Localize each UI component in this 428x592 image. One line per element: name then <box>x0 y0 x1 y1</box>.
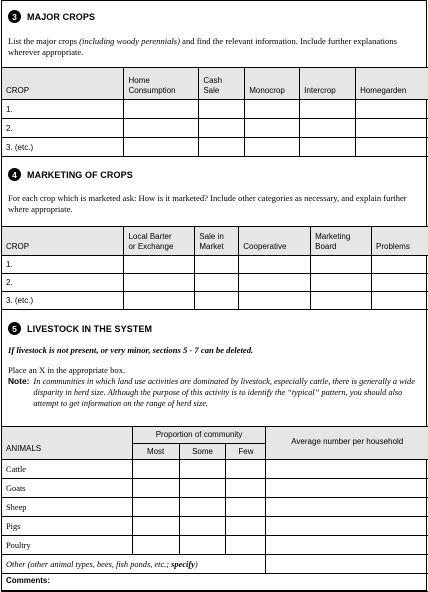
table-row <box>2 256 428 274</box>
note-block <box>8 376 426 409</box>
input-cell[interactable] <box>132 479 179 498</box>
input-cell[interactable] <box>179 460 226 479</box>
animal-label: Pigs <box>2 517 133 536</box>
input-cell[interactable] <box>195 292 239 310</box>
table-row <box>2 555 428 574</box>
input-cell[interactable] <box>356 119 428 138</box>
section-title: MARKETING OF CROPS <box>27 169 133 180</box>
input-cell[interactable] <box>300 100 356 119</box>
input-cell[interactable] <box>245 119 300 138</box>
other-prefix: Other (other animal types, bees, fish ponds, etc.; <box>6 559 172 569</box>
input-cell[interactable] <box>132 460 179 479</box>
row-label: 2. <box>2 119 124 138</box>
input-cell[interactable] <box>179 536 226 555</box>
column-header: Most <box>132 444 179 460</box>
input-cell[interactable] <box>356 138 428 157</box>
input-cell[interactable] <box>245 100 300 119</box>
other-animals-label <box>2 555 266 574</box>
table-header-row <box>2 227 428 256</box>
input-cell[interactable] <box>300 119 356 138</box>
input-cell[interactable] <box>266 536 428 555</box>
input-cell[interactable] <box>226 460 266 479</box>
input-cell[interactable] <box>311 274 372 292</box>
form-page <box>1 0 427 591</box>
column-header: Marketing Board <box>311 227 372 256</box>
input-cell[interactable] <box>226 479 266 498</box>
column-header: Cash Sale <box>199 68 245 100</box>
input-cell[interactable] <box>124 119 199 138</box>
row-label: 3. (etc.) <box>2 292 124 310</box>
table-header-row <box>2 68 428 100</box>
section-5-header <box>8 322 152 335</box>
animal-label: Goats <box>2 479 133 498</box>
table-row <box>2 138 428 157</box>
note-label: Note: <box>8 376 30 386</box>
input-cell[interactable] <box>124 256 195 274</box>
animals-header: ANIMALS <box>2 427 133 460</box>
input-cell[interactable] <box>179 498 226 517</box>
input-cell[interactable] <box>239 274 311 292</box>
input-cell[interactable] <box>124 100 199 119</box>
input-cell[interactable] <box>300 138 356 157</box>
column-header: Intercrop <box>300 68 356 100</box>
table-header-row <box>2 427 428 444</box>
input-cell[interactable] <box>124 292 195 310</box>
input-cell[interactable] <box>372 256 428 274</box>
table-row <box>2 292 428 310</box>
proportion-header: Proportion of community <box>132 427 266 444</box>
average-header: Average number per household <box>266 427 428 460</box>
input-cell[interactable] <box>179 517 226 536</box>
input-cell[interactable] <box>372 292 428 310</box>
column-header: CROP <box>2 227 124 256</box>
input-cell[interactable] <box>226 536 266 555</box>
marketing-crops-table <box>1 226 428 310</box>
instruction-text: and find the relevant information. Include further explanations wherever appropriate. <box>8 36 397 57</box>
input-cell[interactable] <box>266 517 428 536</box>
column-header: Few <box>226 444 266 460</box>
input-cell[interactable] <box>266 498 428 517</box>
column-header: Homegarden <box>356 68 428 100</box>
row-label: 3. (etc.) <box>2 138 124 157</box>
column-header: CROP <box>2 68 124 100</box>
major-crops-table <box>1 67 428 157</box>
input-cell[interactable] <box>311 292 372 310</box>
input-cell[interactable] <box>124 274 195 292</box>
input-cell[interactable] <box>311 256 372 274</box>
section-number-badge: 3 <box>8 10 21 23</box>
table-row <box>2 460 428 479</box>
note-text: In communities in which land use activities are dominated by livestock, especially cattle, there is generally a wide disparity in herd size. Although the purpose of this activity is to identify the “typical” pattern, you should also attempt to get information on the range of herd size. <box>33 377 415 408</box>
comments-row <box>2 574 428 592</box>
row-label: 1. <box>2 256 124 274</box>
table-row <box>2 479 428 498</box>
row-label: 2. <box>2 274 124 292</box>
input-cell[interactable] <box>226 517 266 536</box>
table-row <box>2 536 428 555</box>
input-cell[interactable] <box>372 274 428 292</box>
section-3-instructions <box>8 36 426 58</box>
column-header: Some <box>179 444 226 460</box>
section-number-badge: 4 <box>8 168 21 181</box>
input-cell[interactable] <box>132 498 179 517</box>
input-cell[interactable] <box>132 517 179 536</box>
instruction-italic: (including woody perennials) <box>79 36 181 46</box>
placement-instruction: Place an X in the appropriate box. <box>8 365 126 375</box>
section-3-header <box>8 10 95 23</box>
table-row <box>2 274 428 292</box>
animal-label: Cattle <box>2 460 133 479</box>
input-cell[interactable] <box>356 100 428 119</box>
section-4-header <box>8 168 133 181</box>
livestock-table <box>1 426 428 592</box>
table-row <box>2 517 428 536</box>
input-cell[interactable] <box>266 555 428 574</box>
input-cell[interactable] <box>132 536 179 555</box>
animal-label: Poultry <box>2 536 133 555</box>
input-cell[interactable] <box>239 292 311 310</box>
input-cell[interactable] <box>199 100 245 119</box>
table-row <box>2 498 428 517</box>
section-title: LIVESTOCK IN THE SYSTEM <box>27 323 153 334</box>
table-row <box>2 100 428 119</box>
input-cell[interactable] <box>199 119 245 138</box>
column-header: Sale in Market <box>195 227 239 256</box>
section-title: MAJOR CROPS <box>27 11 96 22</box>
other-suffix: ) <box>194 559 198 569</box>
section-number-badge: 5 <box>8 322 21 335</box>
section-4-instructions: For each crop which is marketed ask: How is it marketed? Include other categories as necessary, and explain further where appropriate. <box>8 193 407 214</box>
input-cell[interactable] <box>195 274 239 292</box>
input-cell[interactable] <box>199 138 245 157</box>
input-cell[interactable] <box>226 498 266 517</box>
input-cell[interactable] <box>266 460 428 479</box>
column-header: Cooperative <box>239 227 311 256</box>
input-cell[interactable] <box>124 138 199 157</box>
row-label: 1. <box>2 100 124 119</box>
table-row <box>2 119 428 138</box>
comments-label[interactable]: Comments: <box>2 574 428 592</box>
column-header: Local Barter or Exchange <box>124 227 195 256</box>
input-cell[interactable] <box>195 256 239 274</box>
input-cell[interactable] <box>179 479 226 498</box>
input-cell[interactable] <box>266 479 428 498</box>
input-cell[interactable] <box>239 256 311 274</box>
other-specify: specify <box>171 559 195 569</box>
animal-label: Sheep <box>2 498 133 517</box>
input-cell[interactable] <box>245 138 300 157</box>
instruction-text: List the major crops <box>8 36 80 46</box>
column-header: Home Consumption <box>124 68 199 100</box>
column-header: Monocrop <box>245 68 300 100</box>
livestock-optional-note: If livestock is not present, or very minor, sections 5 - 7 can be deleted. <box>8 345 254 355</box>
column-header: Problems <box>372 227 428 256</box>
